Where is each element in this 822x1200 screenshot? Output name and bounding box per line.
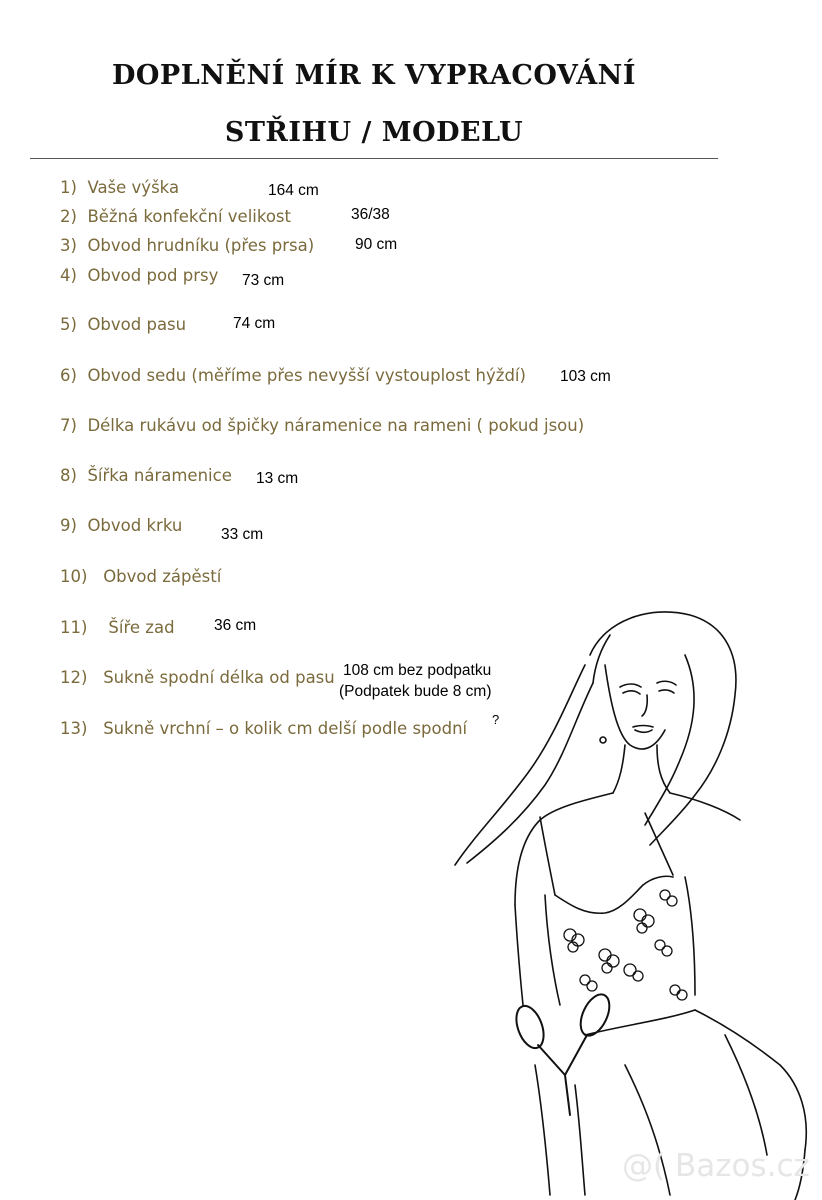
- item-label-13: 13) Sukně vrchní – o kolik cm delší podle spodní: [60, 719, 468, 738]
- item-label-12: 12) Sukně spodní délka od pasu: [60, 668, 335, 687]
- page-title-line2: STŘIHU / MODELU: [224, 117, 524, 148]
- item-value-8: 13 cm: [256, 470, 299, 487]
- item-label-10: 10) Obvod zápěstí: [60, 567, 222, 586]
- item-value-3: 90 cm: [355, 236, 398, 253]
- item-label-8: 8) Šířka náramenice: [60, 466, 232, 485]
- dress-sketch-illustration: [395, 595, 822, 1200]
- item-label-1: 1) Vaše výška: [60, 178, 180, 197]
- title-divider: [30, 158, 718, 159]
- item-label-5: 5) Obvod pasu: [60, 315, 187, 334]
- item-label-11: 11) Šíře zad: [60, 618, 175, 637]
- item-value-5: 74 cm: [233, 315, 276, 332]
- item-value-1: 164 cm: [268, 182, 319, 199]
- item-value-12-note: (Podpatek bude 8 cm): [339, 683, 492, 700]
- item-value-6: 103 cm: [560, 368, 611, 385]
- item-label-6: 6) Obvod sedu (měříme přes nevyšší vystouplost hýždí): [60, 366, 526, 385]
- item-value-12: 108 cm bez podpatku: [343, 662, 492, 679]
- item-value-4: 73 cm: [242, 272, 285, 289]
- item-label-9: 9) Obvod krku: [60, 516, 183, 535]
- item-value-9: 33 cm: [221, 526, 264, 543]
- item-value-11: 36 cm: [214, 617, 257, 634]
- item-label-7: 7) Délka rukávu od špičky náramenice na rameni ( pokud jsou): [60, 416, 585, 435]
- page-title-line1: DOPLNĚNÍ MÍR K VYPRACOVÁNÍ: [112, 60, 636, 91]
- watermark-text: @( Bazos.cz: [622, 1148, 810, 1184]
- item-value-2: 36/38: [351, 206, 390, 223]
- item-label-2: 2) Běžná konfekční velikost: [60, 207, 291, 226]
- item-value-13: ?: [492, 712, 500, 727]
- item-label-4: 4) Obvod pod prsy: [60, 266, 219, 285]
- item-label-3: 3) Obvod hrudníku (přes prsa): [60, 236, 315, 255]
